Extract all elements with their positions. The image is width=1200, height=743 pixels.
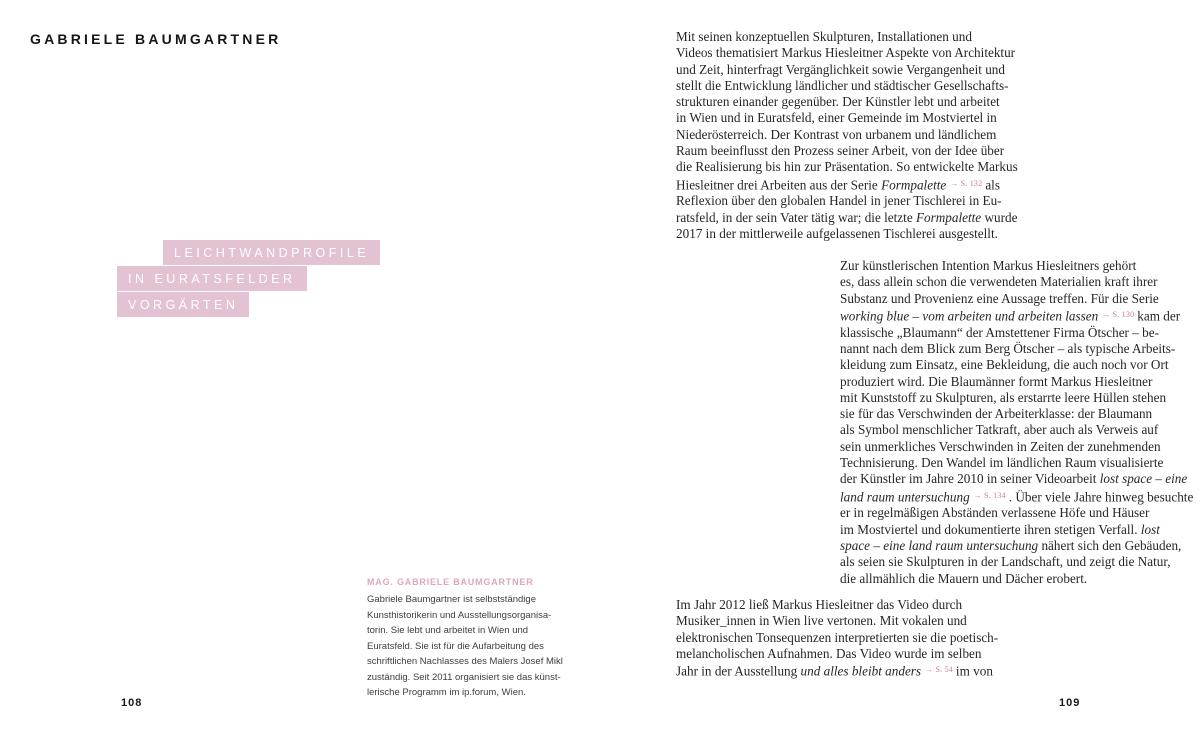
text-segment: wurde <box>981 209 1018 225</box>
text-line <box>676 127 1018 143</box>
text-segment: in Wien und in Euratsfeld, einer Gemeinde im Mostviertel in <box>676 110 997 126</box>
page-reference: → S. 132 <box>950 178 983 188</box>
text-segment: mit Kunststoff zu Skulpturen, als erstarrte leere Hüllen stehen <box>840 389 1167 405</box>
author-bio <box>367 577 592 701</box>
text-segment: nannt nach dem Blick zum Berg Ötscher – als typische Arbeits- <box>840 340 1176 356</box>
text-line <box>676 613 998 629</box>
text-line <box>840 258 1193 274</box>
text-segment: es, dass allein schon die verwendeten Materialien kraft ihrer <box>840 274 1158 290</box>
author-header: GABRIELE BAUMGARTNER <box>30 31 282 47</box>
page-reference: → S. 130 <box>1102 309 1135 319</box>
text-line <box>676 630 998 646</box>
text-line: IN EURATSFELDER <box>117 266 307 291</box>
italic-title-text: und alles bleibt anders <box>800 663 922 679</box>
text-line <box>676 646 998 662</box>
text-segment: Raum beeinflusst den Prozess seiner Arbeit, von der Idee über <box>676 143 1005 159</box>
body-paragraph-3 <box>676 597 998 680</box>
text-line: torin. Sie lebt und arbeitet in Wien und <box>367 625 529 636</box>
text-segment: im Mostviertel und dokumentierte ihren stetigen Verfall. <box>840 521 1141 537</box>
italic-title-text: Formpalette <box>915 209 982 225</box>
text-line <box>840 307 1193 325</box>
text-line: LEICHTWANDPROFILE <box>163 240 380 265</box>
text-line <box>840 291 1193 307</box>
italic-title-text: working blue – vom arbeiten und arbeiten lassen <box>840 308 1099 324</box>
text-segment: Hiesleitner drei Arbeiten aus der Serie <box>676 177 882 193</box>
text-segment: Substanz und Provenienz eine Aussage treffen. Für die Serie <box>840 290 1159 306</box>
text-line: VORGÄRTEN <box>117 292 249 317</box>
text-line <box>676 210 1018 226</box>
text-line <box>676 62 1018 78</box>
text-line <box>840 488 1193 506</box>
text-line <box>840 374 1193 390</box>
text-segment: Zur künstlerischen Intention Markus Hiesleitners gehört <box>840 258 1137 273</box>
italic-title-text: lost space – eine <box>1099 471 1188 487</box>
text-line <box>840 571 1193 587</box>
text-line <box>676 94 1018 110</box>
text-segment: produziert wird. Die Blaumänner formt Markus Hiesleitner <box>840 373 1153 389</box>
text-line <box>676 193 1018 209</box>
text-segment: stellt die Entwicklung ländlicher und städtischer Gesellschafts- <box>676 77 1009 93</box>
text-segment: sie für das Verschwinden der Arbeiterklasse: der Blaumann <box>840 406 1153 422</box>
text-line <box>676 29 1018 45</box>
body-paragraph-1 <box>676 29 1018 242</box>
text-line <box>676 159 1018 175</box>
italic-title-text: lost <box>1140 521 1160 537</box>
text-segment: als Symbol menschlicher Tatkraft, aber auch als Verweis auf <box>840 422 1159 438</box>
text-segment: . Über viele Jahre hinweg besuchte <box>1008 489 1194 505</box>
text-line <box>840 341 1193 357</box>
text-line <box>840 505 1193 521</box>
text-segment: ratsfeld, in der sein Vater tätig war; die letzte <box>676 209 916 225</box>
text-line <box>840 455 1193 471</box>
bio-heading: MAG. GABRIELE BAUMGARTNER <box>367 577 534 587</box>
text-line <box>840 357 1193 373</box>
text-segment: sein unmerkliches Verschwinden in Zeiten der zunehmenden <box>840 438 1161 454</box>
text-segment: kleidung zum Einsatz, eine Bekleidung, die auch noch vor Ort <box>840 357 1169 373</box>
text-segment: Technisierung. Den Wandel im ländlichen Raum visualisierte <box>840 455 1164 471</box>
italic-title-text: space – eine land raum untersuchung <box>840 538 1039 554</box>
text-line <box>840 274 1193 290</box>
text-line <box>840 422 1193 438</box>
italic-title-text: land raum untersuchung <box>840 489 970 505</box>
body-paragraph-2 <box>840 258 1193 587</box>
text-segment: elektronischen Tonsequenzen interpretierten sie die poetisch- <box>676 629 999 645</box>
text-line <box>676 597 998 613</box>
text-segment: die allmählich die Mauern und Dächer erobert. <box>840 570 1088 586</box>
text-line <box>840 390 1193 406</box>
text-line: lerische Programm im ip.forum, Wien. <box>367 687 526 698</box>
text-line: zuständig. Seit 2011 organisiert sie das künst- <box>367 671 561 683</box>
bio-text <box>367 592 592 701</box>
text-segment: melancholischen Aufnahmen. Das Video wurde im selben <box>676 645 982 661</box>
text-line <box>840 538 1193 554</box>
text-segment: die Realisierung bis hin zur Präsentation. So entwickelte Markus <box>676 159 1018 175</box>
article-title <box>117 240 380 318</box>
text-line: schriftlichen Nachlasses des Malers Josef Mikl <box>367 656 563 667</box>
text-segment: Musiker_innen in Wien live vertonen. Mit vokalen und <box>676 613 967 629</box>
text-segment: klassische „Blaumann“ der Amstettener Firma Ötscher – be- <box>840 324 1159 340</box>
italic-title-text: Formpalette <box>881 177 947 193</box>
text-line: Kunsthistorikerin und Ausstellungsorganisa- <box>367 609 552 621</box>
text-segment: Jahr in der Ausstellung <box>676 663 801 679</box>
text-segment: 2017 in der mittlerweile aufgelassenen Tischlerei ausgestellt. <box>676 226 998 242</box>
text-segment: Im Jahr 2012 ließ Markus Hiesleitner das Video durch <box>676 597 963 612</box>
text-segment: Niederösterreich. Der Kontrast von urbanem und ländlichem <box>676 126 997 142</box>
text-segment: nähert sich den Gebäuden, <box>1038 538 1182 554</box>
text-line <box>840 406 1193 422</box>
text-segment: Reflexion über den globalen Handel in jener Tischlerei in Eu- <box>676 193 1002 209</box>
text-line <box>676 45 1018 61</box>
page-reference: → S. 54 <box>925 665 953 675</box>
text-line <box>676 662 998 680</box>
text-line <box>676 226 1018 242</box>
text-line <box>840 522 1193 538</box>
text-line <box>840 439 1193 455</box>
text-segment: er in regelmäßigen Abständen verlassene Höfe und Häuser <box>840 505 1150 521</box>
text-line <box>676 176 1018 194</box>
text-line <box>676 78 1018 94</box>
text-segment: der Künstler im Jahre 2010 in seiner Videoarbeit <box>840 471 1100 487</box>
page-number-left: 108 <box>121 697 143 709</box>
text-segment: als seien sie Skulpturen in der Landschaft, und zeigt die Natur, <box>840 554 1171 570</box>
page-reference: → S. 134 <box>973 490 1006 500</box>
text-line: Euratsfeld. Sie ist für die Aufarbeitung des <box>367 640 544 652</box>
text-segment: als <box>985 177 1000 193</box>
page-number-right: 109 <box>1059 697 1081 709</box>
text-segment: kam der <box>1137 308 1181 324</box>
text-segment: im von <box>955 663 993 679</box>
text-segment: Videos thematisiert Markus Hiesleitner Aspekte von Architektur <box>676 45 1016 61</box>
text-line <box>840 554 1193 570</box>
text-segment: Mit seinen konzeptuellen Skulpturen, Installationen und <box>676 29 972 44</box>
text-segment: strukturen einander gegenüber. Der Künstler lebt und arbeitet <box>676 94 1000 110</box>
text-segment: und Zeit, hinterfragt Vergänglichkeit sowie Vergangenheit und <box>676 61 1005 77</box>
text-line <box>676 110 1018 126</box>
text-line <box>676 143 1018 159</box>
text-line <box>840 471 1193 487</box>
text-line <box>840 325 1193 341</box>
text-line: Gabriele Baumgartner ist selbstständige <box>367 594 536 605</box>
